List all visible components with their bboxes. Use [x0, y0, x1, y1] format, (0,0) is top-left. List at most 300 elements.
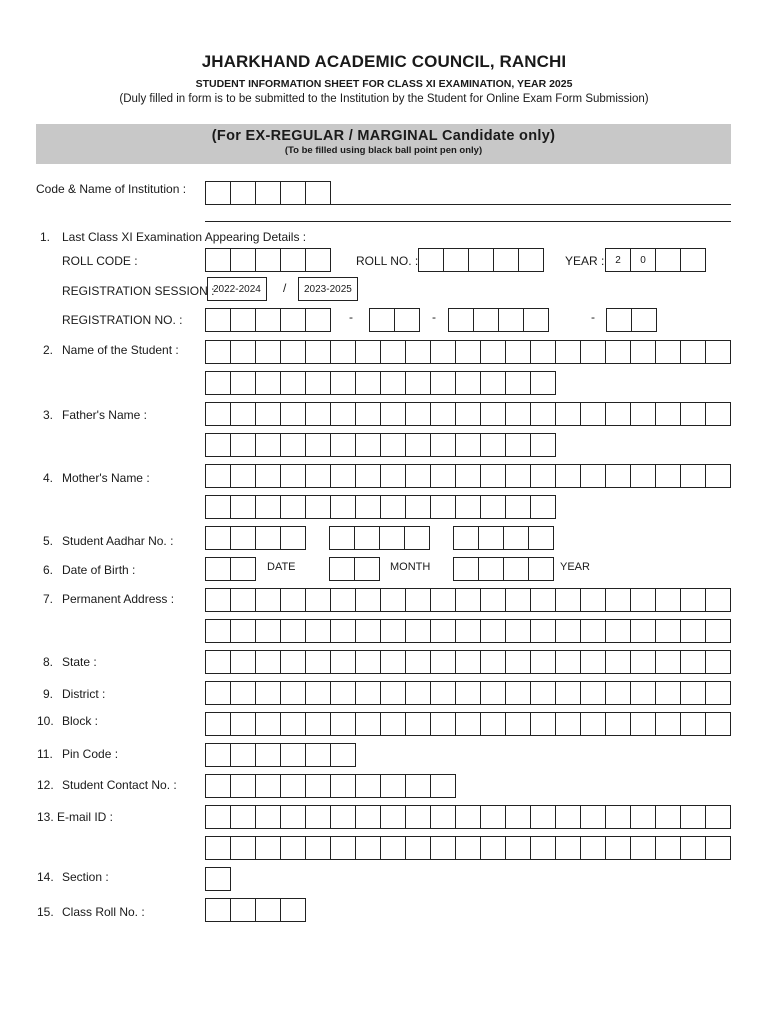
- address-boxes[interactable]: [205, 588, 731, 612]
- char-box[interactable]: [680, 805, 706, 829]
- char-box[interactable]: [230, 248, 256, 272]
- char-box[interactable]: [530, 588, 556, 612]
- char-box[interactable]: [655, 712, 681, 736]
- address-boxes-2[interactable]: [205, 619, 731, 643]
- char-box[interactable]: [493, 248, 519, 272]
- char-box[interactable]: [405, 712, 431, 736]
- char-box[interactable]: [355, 495, 381, 519]
- char-box[interactable]: [455, 712, 481, 736]
- char-box[interactable]: [455, 836, 481, 860]
- char-box[interactable]: [705, 464, 731, 488]
- char-box[interactable]: [354, 557, 380, 581]
- char-box[interactable]: [605, 619, 631, 643]
- char-box[interactable]: [455, 340, 481, 364]
- char-box[interactable]: [380, 433, 406, 457]
- aadhar-boxes-3[interactable]: [453, 526, 554, 550]
- char-box[interactable]: [405, 433, 431, 457]
- char-box[interactable]: [205, 557, 231, 581]
- char-box[interactable]: [280, 340, 306, 364]
- char-box[interactable]: [205, 588, 231, 612]
- char-box[interactable]: [354, 526, 380, 550]
- char-box[interactable]: [205, 836, 231, 860]
- char-box[interactable]: [305, 464, 331, 488]
- char-box[interactable]: [503, 526, 529, 550]
- char-box[interactable]: [255, 619, 281, 643]
- char-box[interactable]: [230, 898, 256, 922]
- year-digit[interactable]: [680, 248, 706, 272]
- char-box[interactable]: [205, 898, 231, 922]
- char-box[interactable]: [580, 340, 606, 364]
- char-box[interactable]: [630, 588, 656, 612]
- char-box[interactable]: [330, 712, 356, 736]
- char-box[interactable]: [705, 619, 731, 643]
- reg-no-boxes-4[interactable]: [606, 308, 657, 332]
- mother-name-boxes-2[interactable]: [205, 495, 556, 519]
- char-box[interactable]: [305, 774, 331, 798]
- char-box[interactable]: [230, 836, 256, 860]
- char-box[interactable]: [405, 681, 431, 705]
- roll-code-boxes[interactable]: [205, 248, 331, 272]
- char-box[interactable]: [305, 308, 331, 332]
- institution-name-line[interactable]: [331, 204, 731, 205]
- char-box[interactable]: [205, 619, 231, 643]
- char-box[interactable]: [205, 805, 231, 829]
- char-box[interactable]: [705, 402, 731, 426]
- char-box[interactable]: [498, 308, 524, 332]
- char-box[interactable]: [305, 495, 331, 519]
- char-box[interactable]: [280, 588, 306, 612]
- char-box[interactable]: [530, 619, 556, 643]
- char-box[interactable]: [280, 774, 306, 798]
- student-name-boxes[interactable]: [205, 340, 731, 364]
- char-box[interactable]: [380, 681, 406, 705]
- char-box[interactable]: [380, 712, 406, 736]
- char-box[interactable]: [230, 495, 256, 519]
- char-box[interactable]: [430, 712, 456, 736]
- char-box[interactable]: [230, 805, 256, 829]
- char-box[interactable]: [430, 805, 456, 829]
- char-box[interactable]: [505, 650, 531, 674]
- char-box[interactable]: [230, 650, 256, 674]
- char-box[interactable]: [680, 712, 706, 736]
- char-box[interactable]: [505, 495, 531, 519]
- char-box[interactable]: [330, 588, 356, 612]
- char-box[interactable]: [605, 650, 631, 674]
- mother-name-boxes[interactable]: [205, 464, 731, 488]
- char-box[interactable]: [205, 181, 231, 205]
- char-box[interactable]: [443, 248, 469, 272]
- char-box[interactable]: [523, 308, 549, 332]
- char-box[interactable]: [680, 836, 706, 860]
- char-box[interactable]: [230, 371, 256, 395]
- email-boxes[interactable]: [205, 805, 731, 829]
- char-box[interactable]: [330, 371, 356, 395]
- char-box[interactable]: [505, 619, 531, 643]
- char-box[interactable]: [230, 308, 256, 332]
- char-box[interactable]: [205, 867, 231, 891]
- father-name-boxes-2[interactable]: [205, 433, 556, 457]
- char-box[interactable]: [473, 308, 499, 332]
- char-box[interactable]: [530, 805, 556, 829]
- char-box[interactable]: [528, 557, 554, 581]
- char-box[interactable]: [230, 712, 256, 736]
- char-box[interactable]: [605, 588, 631, 612]
- reg-no-boxes-2[interactable]: [369, 308, 420, 332]
- char-box[interactable]: [630, 340, 656, 364]
- char-box[interactable]: [580, 402, 606, 426]
- char-box[interactable]: [605, 464, 631, 488]
- char-box[interactable]: [205, 402, 231, 426]
- char-box[interactable]: [455, 681, 481, 705]
- char-box[interactable]: [280, 495, 306, 519]
- char-box[interactable]: [455, 805, 481, 829]
- reg-no-boxes-3[interactable]: [448, 308, 549, 332]
- char-box[interactable]: [505, 836, 531, 860]
- year-digit[interactable]: 0: [630, 248, 656, 272]
- char-box[interactable]: [255, 836, 281, 860]
- char-box[interactable]: [280, 619, 306, 643]
- char-box[interactable]: [355, 619, 381, 643]
- char-box[interactable]: [455, 464, 481, 488]
- char-box[interactable]: [430, 650, 456, 674]
- char-box[interactable]: [230, 743, 256, 767]
- char-box[interactable]: [405, 464, 431, 488]
- char-box[interactable]: [630, 464, 656, 488]
- char-box[interactable]: [605, 402, 631, 426]
- char-box[interactable]: [680, 588, 706, 612]
- char-box[interactable]: [280, 181, 306, 205]
- char-box[interactable]: [305, 712, 331, 736]
- char-box[interactable]: [705, 340, 731, 364]
- char-box[interactable]: [405, 619, 431, 643]
- char-box[interactable]: [480, 588, 506, 612]
- section-boxes[interactable]: [205, 867, 231, 891]
- char-box[interactable]: [280, 371, 306, 395]
- char-box[interactable]: [405, 495, 431, 519]
- char-box[interactable]: [355, 805, 381, 829]
- char-box[interactable]: [305, 248, 331, 272]
- char-box[interactable]: [369, 308, 395, 332]
- char-box[interactable]: [705, 588, 731, 612]
- char-box[interactable]: [505, 433, 531, 457]
- char-box[interactable]: [230, 619, 256, 643]
- char-box[interactable]: [205, 248, 231, 272]
- char-box[interactable]: [418, 248, 444, 272]
- char-box[interactable]: [330, 681, 356, 705]
- char-box[interactable]: [630, 805, 656, 829]
- char-box[interactable]: [405, 402, 431, 426]
- char-box[interactable]: [280, 526, 306, 550]
- char-box[interactable]: [305, 433, 331, 457]
- char-box[interactable]: [453, 557, 479, 581]
- district-boxes[interactable]: [205, 681, 731, 705]
- char-box[interactable]: [480, 619, 506, 643]
- char-box[interactable]: [655, 588, 681, 612]
- char-box[interactable]: [255, 681, 281, 705]
- char-box[interactable]: [305, 402, 331, 426]
- char-box[interactable]: [680, 402, 706, 426]
- char-box[interactable]: [205, 712, 231, 736]
- char-box[interactable]: [380, 805, 406, 829]
- char-box[interactable]: [205, 340, 231, 364]
- char-box[interactable]: [280, 402, 306, 426]
- char-box[interactable]: [305, 619, 331, 643]
- char-box[interactable]: [580, 712, 606, 736]
- char-box[interactable]: [305, 181, 331, 205]
- char-box[interactable]: [280, 248, 306, 272]
- char-box[interactable]: [230, 340, 256, 364]
- char-box[interactable]: [555, 340, 581, 364]
- char-box[interactable]: [505, 340, 531, 364]
- char-box[interactable]: [480, 371, 506, 395]
- char-box[interactable]: [505, 402, 531, 426]
- char-box[interactable]: [329, 526, 355, 550]
- char-box[interactable]: [330, 774, 356, 798]
- char-box[interactable]: [280, 650, 306, 674]
- aadhar-boxes-2[interactable]: [329, 526, 430, 550]
- char-box[interactable]: [205, 308, 231, 332]
- char-box[interactable]: [705, 712, 731, 736]
- char-box[interactable]: [655, 805, 681, 829]
- char-box[interactable]: [605, 805, 631, 829]
- char-box[interactable]: [280, 681, 306, 705]
- char-box[interactable]: [205, 650, 231, 674]
- char-box[interactable]: [330, 495, 356, 519]
- char-box[interactable]: [580, 464, 606, 488]
- char-box[interactable]: [355, 774, 381, 798]
- char-box[interactable]: [480, 650, 506, 674]
- char-box[interactable]: [455, 650, 481, 674]
- char-box[interactable]: [255, 495, 281, 519]
- char-box[interactable]: [255, 371, 281, 395]
- char-box[interactable]: [680, 681, 706, 705]
- char-box[interactable]: [205, 681, 231, 705]
- char-box[interactable]: [705, 836, 731, 860]
- char-box[interactable]: [530, 433, 556, 457]
- pin-boxes[interactable]: [205, 743, 356, 767]
- reg-no-boxes-1[interactable]: [205, 308, 331, 332]
- char-box[interactable]: [655, 464, 681, 488]
- char-box[interactable]: [280, 836, 306, 860]
- char-box[interactable]: [330, 805, 356, 829]
- char-box[interactable]: [518, 248, 544, 272]
- char-box[interactable]: [355, 340, 381, 364]
- char-box[interactable]: [580, 836, 606, 860]
- year-digit[interactable]: 2: [605, 248, 631, 272]
- char-box[interactable]: [430, 371, 456, 395]
- char-box[interactable]: [280, 805, 306, 829]
- char-box[interactable]: [505, 588, 531, 612]
- char-box[interactable]: [448, 308, 474, 332]
- char-box[interactable]: [380, 340, 406, 364]
- char-box[interactable]: [255, 898, 281, 922]
- char-box[interactable]: [530, 712, 556, 736]
- char-box[interactable]: [480, 805, 506, 829]
- char-box[interactable]: [405, 650, 431, 674]
- char-box[interactable]: [380, 774, 406, 798]
- char-box[interactable]: [355, 371, 381, 395]
- char-box[interactable]: [480, 681, 506, 705]
- char-box[interactable]: [478, 526, 504, 550]
- char-box[interactable]: [255, 181, 281, 205]
- char-box[interactable]: [355, 650, 381, 674]
- char-box[interactable]: [530, 340, 556, 364]
- char-box[interactable]: [680, 650, 706, 674]
- char-box[interactable]: [580, 588, 606, 612]
- char-box[interactable]: [404, 526, 430, 550]
- aadhar-boxes-1[interactable]: [205, 526, 306, 550]
- char-box[interactable]: [280, 712, 306, 736]
- email-boxes-2[interactable]: [205, 836, 731, 860]
- char-box[interactable]: [468, 248, 494, 272]
- char-box[interactable]: [455, 371, 481, 395]
- char-box[interactable]: [455, 495, 481, 519]
- char-box[interactable]: [380, 588, 406, 612]
- year-digit[interactable]: [655, 248, 681, 272]
- char-box[interactable]: [330, 836, 356, 860]
- char-box[interactable]: [380, 619, 406, 643]
- char-box[interactable]: [255, 805, 281, 829]
- char-box[interactable]: [655, 836, 681, 860]
- char-box[interactable]: [680, 340, 706, 364]
- char-box[interactable]: [205, 526, 231, 550]
- char-box[interactable]: [405, 805, 431, 829]
- char-box[interactable]: [305, 681, 331, 705]
- char-box[interactable]: [630, 712, 656, 736]
- char-box[interactable]: [255, 433, 281, 457]
- char-box[interactable]: [280, 898, 306, 922]
- char-box[interactable]: [230, 181, 256, 205]
- char-box[interactable]: [480, 836, 506, 860]
- char-box[interactable]: [505, 464, 531, 488]
- char-box[interactable]: [330, 619, 356, 643]
- char-box[interactable]: [631, 308, 657, 332]
- char-box[interactable]: [330, 433, 356, 457]
- char-box[interactable]: [355, 464, 381, 488]
- year-boxes[interactable]: [605, 248, 706, 272]
- char-box[interactable]: [630, 402, 656, 426]
- char-box[interactable]: [230, 526, 256, 550]
- char-box[interactable]: [230, 433, 256, 457]
- char-box[interactable]: [555, 836, 581, 860]
- char-box[interactable]: [430, 774, 456, 798]
- char-box[interactable]: [330, 402, 356, 426]
- char-box[interactable]: [380, 371, 406, 395]
- char-box[interactable]: [455, 588, 481, 612]
- char-box[interactable]: [405, 371, 431, 395]
- char-box[interactable]: [480, 712, 506, 736]
- institution-code-boxes[interactable]: [205, 181, 331, 205]
- char-box[interactable]: [230, 402, 256, 426]
- char-box[interactable]: [380, 836, 406, 860]
- char-box[interactable]: [630, 650, 656, 674]
- char-box[interactable]: [230, 464, 256, 488]
- char-box[interactable]: [580, 805, 606, 829]
- char-box[interactable]: [355, 681, 381, 705]
- char-box[interactable]: [605, 836, 631, 860]
- char-box[interactable]: [705, 805, 731, 829]
- char-box[interactable]: [480, 402, 506, 426]
- char-box[interactable]: [580, 619, 606, 643]
- char-box[interactable]: [555, 588, 581, 612]
- char-box[interactable]: [330, 340, 356, 364]
- char-box[interactable]: [480, 340, 506, 364]
- char-box[interactable]: [655, 619, 681, 643]
- char-box[interactable]: [255, 248, 281, 272]
- char-box[interactable]: [255, 743, 281, 767]
- char-box[interactable]: [255, 774, 281, 798]
- char-box[interactable]: [430, 340, 456, 364]
- char-box[interactable]: [530, 464, 556, 488]
- char-box[interactable]: [455, 619, 481, 643]
- char-box[interactable]: [255, 526, 281, 550]
- char-box[interactable]: [205, 495, 231, 519]
- char-box[interactable]: [230, 774, 256, 798]
- char-box[interactable]: [355, 712, 381, 736]
- char-box[interactable]: [255, 308, 281, 332]
- char-box[interactable]: [605, 681, 631, 705]
- char-box[interactable]: [330, 650, 356, 674]
- char-box[interactable]: [505, 805, 531, 829]
- char-box[interactable]: [528, 526, 554, 550]
- char-box[interactable]: [305, 588, 331, 612]
- char-box[interactable]: [555, 650, 581, 674]
- char-box[interactable]: [530, 681, 556, 705]
- char-box[interactable]: [430, 433, 456, 457]
- session-option-1[interactable]: 2022-2024: [207, 277, 267, 301]
- student-name-boxes-2[interactable]: [205, 371, 556, 395]
- char-box[interactable]: [380, 402, 406, 426]
- char-box[interactable]: [305, 743, 331, 767]
- char-box[interactable]: [355, 433, 381, 457]
- char-box[interactable]: [280, 743, 306, 767]
- char-box[interactable]: [255, 464, 281, 488]
- char-box[interactable]: [405, 836, 431, 860]
- char-box[interactable]: [355, 402, 381, 426]
- char-box[interactable]: [430, 402, 456, 426]
- char-box[interactable]: [555, 464, 581, 488]
- char-box[interactable]: [255, 340, 281, 364]
- char-box[interactable]: [530, 402, 556, 426]
- char-box[interactable]: [355, 836, 381, 860]
- char-box[interactable]: [505, 371, 531, 395]
- char-box[interactable]: [655, 681, 681, 705]
- char-box[interactable]: [394, 308, 420, 332]
- char-box[interactable]: [305, 371, 331, 395]
- char-box[interactable]: [305, 340, 331, 364]
- char-box[interactable]: [430, 836, 456, 860]
- father-name-boxes[interactable]: [205, 402, 731, 426]
- char-box[interactable]: [329, 557, 355, 581]
- char-box[interactable]: [555, 619, 581, 643]
- char-box[interactable]: [505, 681, 531, 705]
- char-box[interactable]: [455, 433, 481, 457]
- char-box[interactable]: [680, 619, 706, 643]
- char-box[interactable]: [405, 774, 431, 798]
- char-box[interactable]: [380, 495, 406, 519]
- char-box[interactable]: [453, 526, 479, 550]
- char-box[interactable]: [430, 619, 456, 643]
- char-box[interactable]: [205, 774, 231, 798]
- char-box[interactable]: [580, 650, 606, 674]
- char-box[interactable]: [380, 464, 406, 488]
- char-box[interactable]: [705, 681, 731, 705]
- char-box[interactable]: [555, 805, 581, 829]
- char-box[interactable]: [405, 588, 431, 612]
- char-box[interactable]: [480, 464, 506, 488]
- contact-boxes[interactable]: [205, 774, 456, 798]
- char-box[interactable]: [605, 712, 631, 736]
